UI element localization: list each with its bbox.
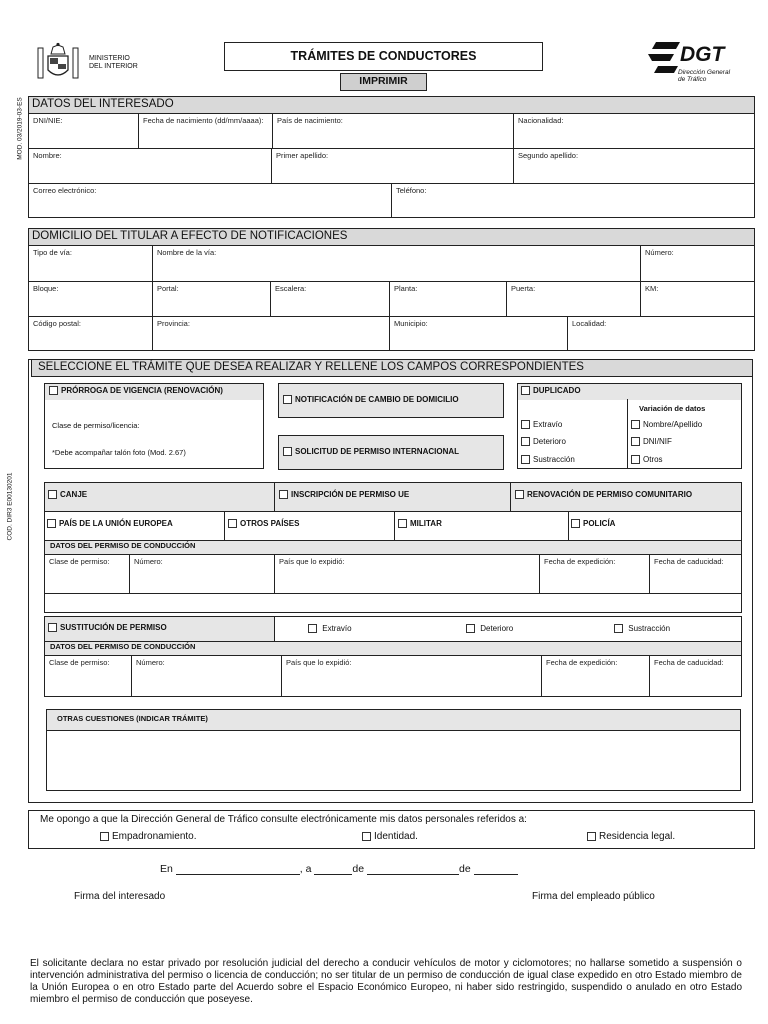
day-field[interactable] <box>314 864 352 875</box>
canje-clase-field[interactable]: Clase de permiso: <box>44 554 130 594</box>
sust-fecha-cad-field[interactable]: Fecha de caducidad: <box>649 655 742 697</box>
name-field[interactable]: Nombre: <box>28 148 272 184</box>
cambio-domicilio-option[interactable]: NOTIFICACIÓN DE CAMBIO DE DOMICILIO <box>283 395 459 404</box>
section-tramite-title: SELECCIONE EL TRÁMITE QUE DESEA REALIZAR Y RELLENE LOS CAMPOS CORRESPONDIENTES <box>31 359 753 377</box>
residencia-option[interactable]: Residencia legal. <box>587 831 675 842</box>
sust-extravio-option[interactable]: Extravío <box>308 624 352 633</box>
ministry-name: MINISTERIO DEL INTERIOR <box>89 55 138 70</box>
var-nombre-option[interactable]: Nombre/Apellido <box>631 420 702 429</box>
policia-option[interactable]: POLICÍA <box>571 519 615 528</box>
firma-interesado-label: Firma del interesado <box>74 891 166 902</box>
var-otros-option[interactable]: Otros <box>631 455 663 464</box>
stair-field[interactable]: Escalera: <box>270 281 390 317</box>
canje-option[interactable]: CANJE <box>48 490 87 499</box>
province-field[interactable]: Provincia: <box>152 316 390 351</box>
ministry-emblem-icon <box>36 42 80 82</box>
sust-numero-field[interactable]: Número: <box>131 655 282 697</box>
sust-deterioro-option[interactable]: Deterioro <box>466 624 513 633</box>
prorroga-option[interactable]: PRÓRROGA DE VIGENCIA (RENOVACIÓN) <box>49 386 223 395</box>
year-field[interactable] <box>474 864 518 875</box>
firma-empleado-label: Firma del empleado público <box>532 891 655 902</box>
permiso-internacional-checkbox[interactable] <box>283 447 292 456</box>
duplicado-option[interactable]: DUPLICADO <box>521 386 581 395</box>
section-interesado-title: DATOS DEL INTERESADO <box>28 96 755 114</box>
dup-extravio-option[interactable]: Extravío <box>521 420 562 429</box>
second-surname-field[interactable]: Segundo apellido: <box>513 148 755 184</box>
municipality-field[interactable]: Municipio: <box>389 316 568 351</box>
portal-field[interactable]: Portal: <box>152 281 271 317</box>
pais-ue-option[interactable]: PAÍS DE LA UNIÓN EUROPEA <box>47 519 173 528</box>
canje-pais-field[interactable]: País que lo expidió: <box>274 554 540 594</box>
permiso-internacional-option[interactable]: SOLICITUD DE PERMISO INTERNACIONAL <box>283 447 459 456</box>
empadronamiento-option[interactable]: Empadronamiento. <box>100 831 197 842</box>
dup-deterioro-option[interactable]: Deterioro <box>521 437 566 446</box>
inscripcion-ue-option[interactable]: INSCRIPCIÓN DE PERMISO UE <box>279 490 409 499</box>
sust-sustraccion-option[interactable]: Sustracción <box>614 624 670 633</box>
birth-country-field[interactable]: País de nacimiento: <box>272 113 514 149</box>
militar-option[interactable]: MILITAR <box>398 519 442 528</box>
cod-code: COD. DIR3 E00130201 <box>6 472 14 541</box>
canje-fecha-cad-field[interactable]: Fecha de caducidad: <box>649 554 742 594</box>
door-field[interactable]: Puerta: <box>506 281 641 317</box>
duplicado-checkbox[interactable] <box>521 386 530 395</box>
canje-fecha-exp-field[interactable]: Fecha de expedición: <box>539 554 650 594</box>
inscripcion-ue-checkbox[interactable] <box>279 490 288 499</box>
cambio-domicilio-checkbox[interactable] <box>283 395 292 404</box>
renovacion-comunitario-option[interactable]: RENOVACIÓN DE PERMISO COMUNITARIO <box>515 490 692 499</box>
birthdate-field[interactable]: Fecha de nacimiento (dd/mm/aaaa): <box>138 113 273 149</box>
dgt-logo-icon <box>648 40 682 76</box>
phone-field[interactable]: Teléfono: <box>391 183 755 218</box>
street-number-field[interactable]: Número: <box>640 245 755 282</box>
street-type-field[interactable]: Tipo de vía: <box>28 245 153 282</box>
renovacion-comunitario-checkbox[interactable] <box>515 490 524 499</box>
street-name-field[interactable]: Nombre de la vía: <box>152 245 641 282</box>
identidad-option[interactable]: Identidad. <box>362 831 418 842</box>
floor-field[interactable]: Planta: <box>389 281 507 317</box>
first-surname-field[interactable]: Primer apellido: <box>271 148 514 184</box>
locality-field[interactable]: Localidad: <box>567 316 755 351</box>
canje-numero-field[interactable]: Número: <box>129 554 275 594</box>
mod-code: MOD. 03/2019-03-ES <box>16 97 24 160</box>
nationality-field[interactable]: Nacionalidad: <box>513 113 755 149</box>
section-domicilio-title: DOMICILIO DEL TITULAR A EFECTO DE NOTIFICACIONES <box>28 228 755 246</box>
email-field[interactable]: Correo electrónico: <box>28 183 392 218</box>
otros-paises-option[interactable]: OTROS PAÍSES <box>228 519 299 528</box>
place-date-line: En , a de de <box>160 863 518 875</box>
sust-clase-field[interactable]: Clase de permiso: <box>44 655 132 697</box>
prorroga-checkbox[interactable] <box>49 386 58 395</box>
dgt-logo: DGT Dirección General de Tráfico <box>648 40 748 86</box>
sustitucion-checkbox[interactable] <box>48 623 57 632</box>
print-button[interactable]: IMPRIMIR <box>340 73 427 91</box>
sustitucion-option[interactable]: SUSTITUCIÓN DE PERMISO <box>48 623 167 632</box>
canje-checkbox[interactable] <box>48 490 57 499</box>
sust-pais-field[interactable]: País que lo expidió: <box>281 655 542 697</box>
postal-code-field[interactable]: Código postal: <box>28 316 153 351</box>
var-dni-option[interactable]: DNI/NIF <box>631 437 672 446</box>
dup-sustraccion-option[interactable]: Sustracción <box>521 455 575 464</box>
month-field[interactable] <box>367 864 459 875</box>
dni-field[interactable]: DNI/NIE: <box>28 113 139 149</box>
km-field[interactable]: KM: <box>640 281 755 317</box>
declaracion-text: El solicitante declara no estar privado por resolución judicial del derecho a conducir vehículos de motor y ciclomotores; no hallarse sometido a suspensión o intervención administrativa del permiso o licencia de conducción; no ser titular de un permiso de conducción de igual clase expedido en otro Estado miembro de la Unión Europea o en otro Estado parte del Acuerdo sobre el Espacio Económico Europeo, ni haber sido restringido, suspendido o anulado en otro Estado miembro el permiso de conducción que poseyese. <box>30 958 742 1005</box>
place-field[interactable] <box>176 864 300 875</box>
page-title: TRÁMITES DE CONDUCTORES <box>224 42 543 71</box>
block-field[interactable]: Bloque: <box>28 281 153 317</box>
sust-fecha-exp-field[interactable]: Fecha de expedición: <box>541 655 650 697</box>
